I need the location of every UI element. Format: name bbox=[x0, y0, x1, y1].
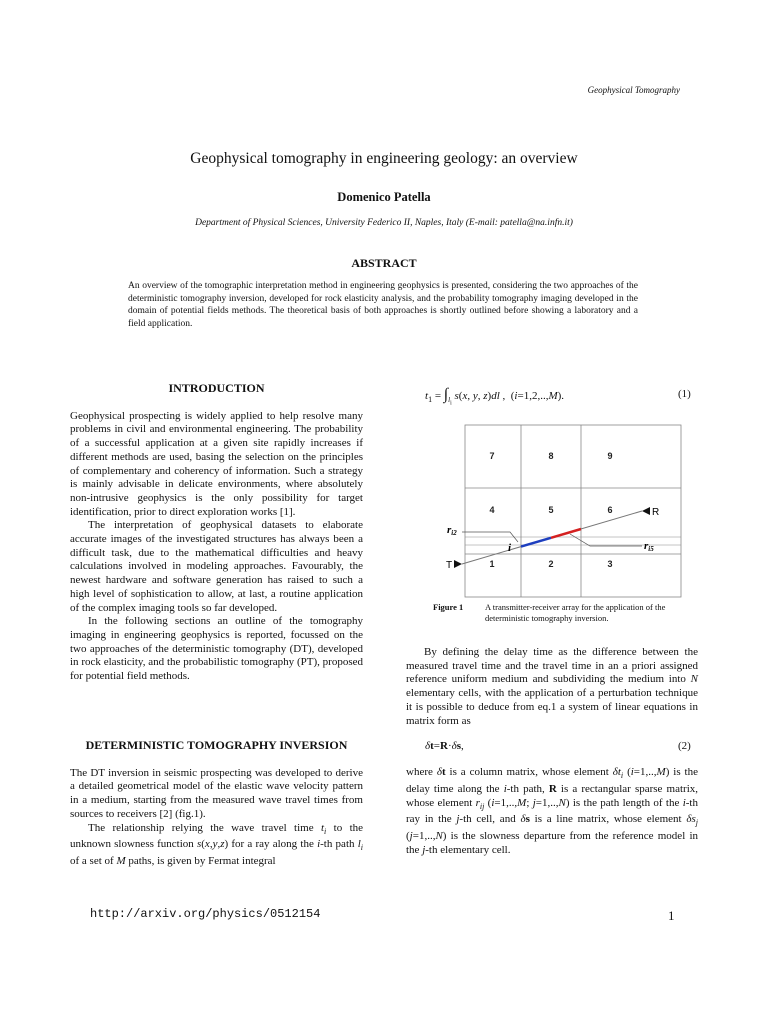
introduction-heading: INTRODUCTION bbox=[168, 381, 265, 395]
cell-label: 3 bbox=[607, 559, 613, 569]
cell-label: 8 bbox=[548, 451, 554, 461]
cell-label: 6 bbox=[607, 505, 613, 515]
equation-2-number: (2) bbox=[678, 740, 691, 752]
r12-label: ri2 bbox=[447, 524, 457, 537]
transmitter-label: T bbox=[446, 560, 453, 571]
dt-heading: DETERMINISTIC TOMOGRAPHY INVERSION bbox=[85, 738, 348, 752]
dt-paragraph-1: The DT inversion in seismic prospecting was developed to derive a detailed geometrical model of the elastic wave velocity pattern in a medium, starting from the measured wave travel times from sources to receivers [2] (fig.1). bbox=[70, 766, 363, 820]
cell-label: 2 bbox=[548, 559, 554, 569]
author-name: Domenico Patella bbox=[337, 190, 431, 204]
ray-index-label: i bbox=[508, 542, 512, 554]
figure-1-caption-text: A transmitter-receiver array for the application of the deterministic tomography inversion. bbox=[485, 602, 666, 623]
intro-paragraph-1: Geophysical prospecting is widely applied to help resolve many problems in civil and environmental engineering. The probability of a successful application at a given site rapidly increases if different methods are used, basing the selection on the principles of complementary and coherency of information. Such a strategy is mainly advisable in delicate environments, where absolutely non-intrusive geophysics is the only possibility for target identification, prior to direct exploration works [1]. bbox=[70, 409, 363, 518]
figure-1-diagram bbox=[440, 420, 700, 600]
footer-arxiv-url[interactable]: http://arxiv.org/physics/0512154 bbox=[90, 907, 321, 921]
right-paragraph-1: By defining the delay time as the difference between the measured travel time and the travel time in an a priori assigned reference uniform medium and subdividing the medium into N elementary cells, with the application of a perturbation technique it is possible to deduce from eq.1 a system of linear equations in matrix form as bbox=[406, 646, 698, 727]
equation-2: δt=R·δs, bbox=[425, 740, 464, 752]
right-paragraph-2: where δt is a column matrix, whose element $\delta t_i$ (i=1,..,M) is the delay time along the i-th path, R is a rectangular sparse matrix, whose element $r_{ij}$ (i=1,..,M; j=1,..,N) is the path length of the i-th ray in the j-th cell, and δs is a line matrix, whose element $\delta s_j$ (j=1,..,N) is the slowness departure from the reference model in the j-th elementary cell. bbox=[406, 766, 699, 857]
ray-segment-blue bbox=[521, 538, 551, 547]
r15-label: ri5 bbox=[644, 540, 654, 553]
cell-label: 9 bbox=[607, 451, 613, 461]
dt-paragraph-2: The relationship relying the wave travel time $t_i$ to the unknown slowness function s(x,y,z) for a ray along the i-th path $l_i$ of a set of M paths, is given by Fermat integral bbox=[70, 821, 364, 868]
cell-label: 7 bbox=[489, 451, 495, 461]
ray-segment-red bbox=[551, 529, 581, 538]
cell-label: 4 bbox=[489, 505, 495, 515]
figure-1-label: Figure 1 bbox=[433, 602, 464, 612]
receiver-marker bbox=[642, 507, 650, 515]
affiliation: Department of Physical Sciences, University Federico II, Naples, Italy (E-mail: patella@na.infn.it) bbox=[195, 218, 573, 228]
equation-1-number: (1) bbox=[678, 388, 691, 400]
running-header: Geophysical Tomography bbox=[587, 85, 680, 95]
intro-paragraph-2: The interpretation of geophysical datasets to elaborate accurate images of the investigated structures has always been a difficult task, due to the mathematical difficulties and heavy calculations involved in modeling approaches. Favourably, the newest hardware and software generation has raised to such a high level of sophistication to allow, at last, a routine application of the complex imaging tools so far developed. bbox=[70, 519, 363, 614]
receiver-label: R bbox=[652, 507, 660, 518]
right-column-text-2 bbox=[406, 766, 698, 858]
equation-1: $t_1 = \int_{l_i}$ s(x, y, z)dl , (i=1,2,..,M). bbox=[425, 386, 565, 407]
dt-section bbox=[70, 739, 363, 869]
introduction-section bbox=[70, 382, 363, 684]
cell-label: 1 bbox=[489, 559, 495, 569]
transmitter-marker bbox=[454, 560, 462, 568]
intro-paragraph-3: In the following sections an outline of the tomography imaging in engineering geophysics is reported, focussed on the two approaches of the deterministic tomography (DT), developed in rock elasticity, and the probabilistic tomography (PT), proposed for potential field methods. bbox=[70, 615, 363, 683]
abstract-heading: ABSTRACT bbox=[351, 256, 417, 270]
page-number: 1 bbox=[668, 908, 675, 923]
right-column-text bbox=[406, 646, 698, 728]
cell-label: 5 bbox=[548, 505, 554, 515]
figure-1-caption bbox=[433, 602, 693, 624]
paper-title: Geophysical tomography in engineering geology: an overview bbox=[190, 150, 578, 167]
abstract-text: An overview of the tomographic interpretation method in engineering geophysics is presented, considering the two approaches of the deterministic tomography inversion, developed for rock elasticity analysis, and the probability tomography imaging developed in the domain of potential fields methods. The theoretical basis of both approaches is shortly outlined before showing a laboratory and a field application. bbox=[128, 281, 638, 329]
